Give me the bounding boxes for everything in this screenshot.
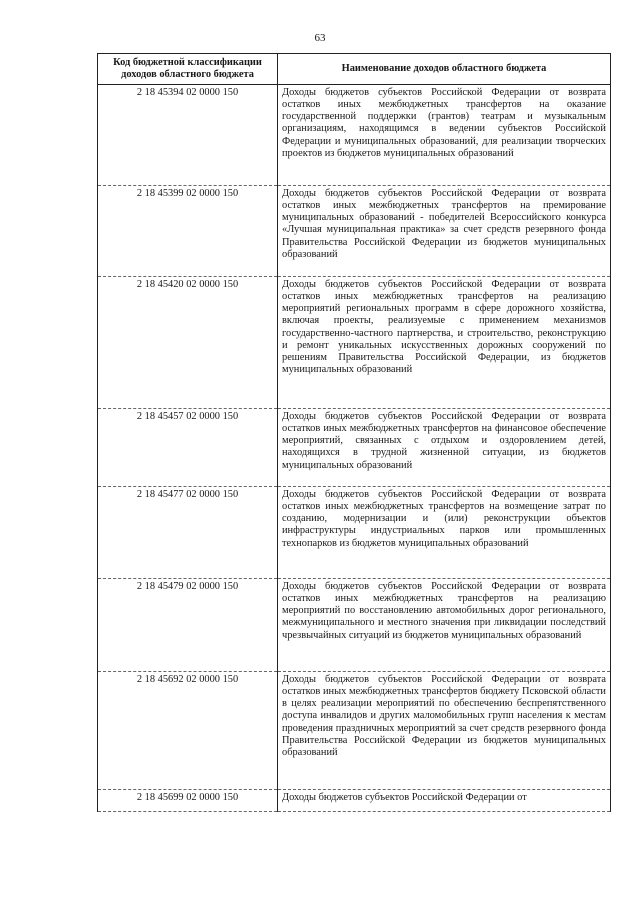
- row-code: 2 18 45420 02 0000 150: [98, 277, 278, 409]
- row-code: 2 18 45477 02 0000 150: [98, 487, 278, 579]
- table-row: [98, 277, 611, 409]
- table-row: [98, 85, 611, 186]
- row-code: 2 18 45394 02 0000 150: [98, 85, 278, 186]
- row-code: 2 18 45399 02 0000 150: [98, 186, 278, 277]
- row-name: Доходы бюджетов субъектов Российской Федерации от возврата остатков иных межбюджетных трансфертов на реализацию мероприятий по восстановлению автомобильных дорог регионального, межмуниципального и местного значения при ликвидации последствий чрезвычайных ситуаций из бюджетов муниципальных образований: [278, 579, 611, 672]
- row-name: Доходы бюджетов субъектов Российской Федерации от возврата остатков иных межбюджетных трансфертов на реализацию мероприятий региональных программ в сфере дорожного хозяйства, включая проекты, реализуемые с применением механизмов государственно-частного партнерства, и строительство, реконструкцию и ремонт уникальных искусственных дорожных сооружений по решениям Правительства Российской Федерации, из бюджетов муниципальных образований: [278, 277, 611, 409]
- page-number: 63: [314, 32, 326, 44]
- row-name: Доходы бюджетов субъектов Российской Федерации от: [278, 790, 611, 812]
- table-row: [98, 186, 611, 277]
- row-name: Доходы бюджетов субъектов Российской Федерации от возврата остатков иных межбюджетных трансфертов бюджету Псковской области в целях реализации мероприятий по обеспечению беспрепятственного доступа инвалидов и других маломобильных групп населения к местам проведения праздничных мероприятий за счет средств резервного фонда Правительства Российской Федерации из бюджетов муниципальных образований: [278, 672, 611, 790]
- table-row: [98, 672, 611, 790]
- row-code: 2 18 45692 02 0000 150: [98, 672, 278, 790]
- row-name: Доходы бюджетов субъектов Российской Федерации от возврата остатков иных межбюджетных трансфертов на возмещение затрат по созданию, модернизации и (или) реконструкции объектов инфраструктуры индустриальных парков или промышленных технопарков из бюджетов муниципальных образований: [278, 487, 611, 579]
- row-name: Доходы бюджетов субъектов Российской Федерации от возврата остатков иных межбюджетных трансфертов на финансовое обеспечение мероприятий, связанных с отдыхом и оздоровлением детей, находящихся в трудной жизненной ситуации, из бюджетов муниципальных образований: [278, 409, 611, 487]
- header-code: Код бюджетной классификации доходов областного бюджета: [98, 54, 278, 85]
- table-header-row: [98, 54, 611, 85]
- row-name: Доходы бюджетов субъектов Российской Федерации от возврата остатков иных межбюджетных трансфертов на оказание государственной поддержки (грантов) театрам и музыкальным организациям, находящимся в ведении субъектов Российской Федерации и муниципальных образований, для реализации творческих проектов из бюджетов муниципальных образований: [278, 85, 611, 186]
- row-code: 2 18 45479 02 0000 150: [98, 579, 278, 672]
- table-row: [98, 487, 611, 579]
- table-row: [98, 409, 611, 487]
- table-row: [98, 579, 611, 672]
- table-row: [98, 790, 611, 812]
- header-name: Наименование доходов областного бюджета: [278, 54, 611, 85]
- row-code: 2 18 45699 02 0000 150: [98, 790, 278, 812]
- budget-revenue-table: [97, 53, 611, 812]
- row-name: Доходы бюджетов субъектов Российской Федерации от возврата остатков иных межбюджетных трансфертов на премирование муниципальных образований - победителей Всероссийского конкурса «Лучшая муниципальная практика» за счет средств резервного фонда Правительства Российской Федерации из бюджетов муниципальных образований: [278, 186, 611, 277]
- row-code: 2 18 45457 02 0000 150: [98, 409, 278, 487]
